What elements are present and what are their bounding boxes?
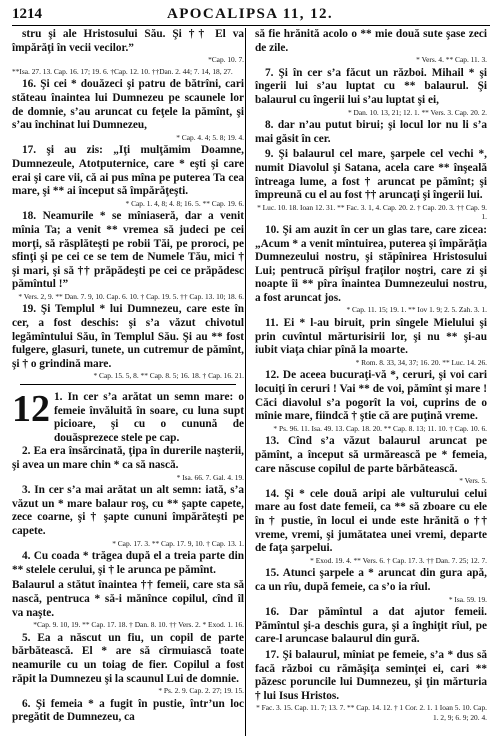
verse	[255, 369, 487, 433]
verse-text: 17. Şi balaurul, mîniat pe femeie, s’a * dus să facă război cu rămăşiţa seminţei ei, cari ** păzesc poruncile lui Dumnezeu, şi ţin mărturia † lui Isus Hristos.	[255, 648, 487, 702]
header-rule	[12, 25, 490, 26]
cross-reference-note: *Cap. 10. 7.	[208, 55, 244, 65]
cross-reference-note: **Isa. 27. 13. Cap. 16. 17; 19. 6. †Cap. 12. 10. ††Dan. 2. 44; 7. 14, 18, 27.	[12, 66, 233, 76]
verse-text: 4. Cu coada * trăgea după el a treia parte din ** stelele cerului, şi † le arunca pe pămînt.	[12, 550, 244, 576]
verse-text: 19. Şi Templul * lui Dumnezeu, care este în cer, a fost deschis: şi s’a văzut chivotul legămîntului Său, în Templul Său. Şi au ** fost fulgere, glasuri, tunete, un cutremur de pămînt, şi † o grindină mare.	[12, 303, 244, 370]
left-column	[12, 28, 244, 727]
verse	[255, 67, 487, 117]
verse-text: 12. De aceea bucuraţi-vă *, ceruri, şi voi cari locuiţi în ceruri ! Vai ** de voi, pămînt şi mare ! Căci diavolul s’a pogorît la voi, cuprins de o mînie mare, fiindcă † ştie că are puţină vreme.	[255, 369, 487, 423]
cross-reference-note: * Dan. 10. 13, 21; 12. 1. ** Vers. 3. Cap. 20. 2.	[347, 107, 487, 117]
cross-reference-note: * Ps. 2. 9. Cap. 2. 27; 19. 15.	[158, 686, 244, 696]
verse-text: 11. Ei * l-au biruit, prin sîngele Mielului şi prin cuvîntul mărturisirii lor, şi nu ** şi-au iubit viaţa chiar pînă la moarte.	[255, 317, 487, 357]
chapter-start	[12, 388, 244, 445]
verse-text: 7. Şi în cer s’a făcut un război. Mihail * şi îngerii lui s’au luptat cu ** balaurul. Şi balaurul cu îngerii lui s’au luptat şi ei,	[255, 66, 487, 106]
verse	[255, 148, 487, 222]
page-header	[0, 0, 500, 24]
verse-text: 17. şi au zis: „Iţi mulţămim Doamne, Dumnezeule, Atotputernice, care * eşti şi care erai şi care vii, că ai pus mîna pe puterea Ta cea mare, şi ** ai început să împărăţeşti.	[12, 144, 244, 198]
verse	[12, 550, 244, 577]
verse-text: 5. Ea a născut un fiu, un copil de parte bărbătească. El * are să cîrmuiască toate neamurile cu un toiag de fier. Copilul a fost răpit la Dumnezeu şi la scaunul Lui de domnie.	[12, 631, 244, 685]
verse	[12, 210, 244, 301]
verse	[255, 488, 487, 566]
verse-text: 6. Şi femeia * a fugit în pustie, într’un loc pregătit de Dumnezeu, ca	[12, 697, 244, 724]
verse	[255, 567, 487, 604]
cross-reference-note: * Cap. 4. 4; 5. 8; 19. 4.	[176, 132, 244, 142]
cross-reference-note: * Fac. 3. 15. Cap. 11. 7; 13. 7. ** Cap. 14. 12. † 1 Cor. 2. 1. 1 Ioan 5. 10. Cap. 1. 2, 9; 6. 9; 20. 4.	[256, 703, 487, 722]
verse-text: 3. In cer s’a mai arătat un alt semn: iată, s’a văzut un * mare balaur roş, cu ** şapte capete, zece coarne, şi † şapte cununi împărăteşti pe capete.	[12, 484, 244, 537]
verse-text: 16. Şi cei * douăzeci şi patru de bătrîni, cari stăteau înaintea lui Dumnezeu pe scaunele lor de domnie, s’au aruncat cu feţele la pămînt, şi s’au închinat lui Dumnezeu,	[12, 78, 244, 132]
verse-text: stru şi ale Hristosului Său. Şi †† El va împărăţi în vecii vecilor.”	[12, 28, 244, 54]
verse-text: 13. Cînd s’a văzut balaurul aruncat pe pămînt, a început să urmărească pe * femeia, care născuse copilul de parte bărbătească.	[255, 435, 487, 475]
verse	[255, 119, 487, 146]
verse	[12, 579, 244, 629]
verse	[255, 28, 487, 65]
cross-reference-note: * Exod. 19. 4. ** Vers. 6. † Cap. 17. 3. †† Dan. 7. 25; 12. 7.	[310, 555, 487, 565]
verse	[12, 144, 244, 208]
cross-reference-note: * Cap. 15. 5, 8. ** Cap. 8. 5; 16. 18. † Cap. 16. 21.	[93, 371, 244, 381]
chapter-number: 12	[12, 388, 50, 431]
verse-text: să fie hrănită acolo o ** mie două sute şase zeci de zile.	[255, 28, 487, 54]
verse	[255, 606, 487, 647]
column-divider	[245, 28, 246, 736]
verse	[12, 67, 244, 77]
cross-reference-note: * Cap. 11. 15; 19. 1. ** Iov 1. 9; 2. 5. Zah. 3. 1.	[346, 305, 487, 315]
verse-text: 15. Atunci şarpele a * aruncat din gura apă, ca un rîu, după femeie, ca s’o ia rîul.	[255, 567, 487, 593]
verse	[255, 317, 487, 367]
page-number: 1214	[12, 6, 42, 22]
verse	[12, 303, 244, 381]
verse	[12, 698, 244, 725]
verse	[12, 632, 244, 696]
verse-text: 1. In cer s’a arătat un semn mare: o femeie învăluită în soare, cu luna supt picioare, şi cu o cunună de douăsprezece stele pe cap.	[54, 391, 244, 444]
cross-reference-note: * Rom. 8. 33, 34, 37; 16. 20. ** Luc. 14. 26.	[355, 357, 487, 367]
cross-reference-note: * Vers. 5.	[459, 476, 487, 486]
verse	[12, 28, 244, 65]
verse-text: 8. dar n’au putut birui; şi locul lor nu li s’a mai găsit în cer.	[255, 119, 487, 145]
cross-reference-note: *Cap. 9. 10, 19. ** Cap. 17. 18. † Dan. 8. 10. †† Vers. 2. * Exod. 1. 16.	[33, 620, 244, 630]
verse-text: 18. Neamurile * se mîniaseră, dar a venit mînia Ta; a venit ** vremea să judeci pe cei morţi, să răsplăteşti pe robii Tăi, pe proroci, pe sfinţi şi pe cei ce se tem de Numele Tău, mici † şi mari, şi să †† prăpădeşti pe cei ce prăpădesc pămîntul !”	[12, 210, 244, 291]
verse-text: 2. Ea era însărcinată, ţipa în durerile naşterii, şi avea un mare chin * ca să nască.	[12, 445, 244, 471]
chapter-separator	[20, 384, 236, 385]
cross-reference-note: * Isa. 66. 7. Gal. 4. 19.	[176, 472, 244, 482]
verse	[255, 224, 487, 315]
verse	[12, 484, 244, 548]
verse-text: Balaurul a stătut înaintea †† femeii, care sta să nască, pentruca * să-i mănînce copilul, cînd îl va naşte.	[12, 579, 244, 619]
verse	[12, 445, 244, 482]
running-title: APOCALIPSA 11, 12.	[166, 6, 334, 22]
cross-reference-note: * Cap. 17. 3. ** Cap. 17. 9, 10. † Cap. 13. 1.	[112, 538, 244, 548]
cross-reference-note: * Isa. 59. 19.	[448, 594, 487, 604]
cross-reference-note: * Vers. 2, 9. ** Dan. 7. 9, 10. Cap. 6. 10. † Cap. 19. 5. †† Cap. 13. 10; 18. 6.	[18, 291, 244, 301]
verse-text: 10. Şi am auzit în cer un glas tare, care zicea: „Acum * a venit mîntuirea, puterea şi împărăţia Dumnezeului nostru, şi stăpînirea Hristosului Lui; pentrucă pîrîşul fraţilor noştri, care zi şi noapte îi ** pîra înaintea Dumnezeului nostru, a fost aruncat jos.	[255, 223, 487, 304]
right-column	[255, 28, 487, 724]
cross-reference-note: * Cap. 1. 4, 8; 4. 8; 16. 5. ** Cap. 19. 6.	[125, 198, 244, 208]
verse	[255, 435, 487, 485]
verse-text: 14. Şi * cele două aripi ale vulturului celui mare au fost date femeii, ca ** să zboare cu ele în † pustie, în locul ei unde este hrănită o †† vreme, vremi, şi jumătatea unei vremi, departe de faţa şarpelui.	[255, 487, 487, 555]
verse-text: 16. Dar pămîntul a dat ajutor femeii. Pămîntul şi-a deschis gura, şi a înghiţit rîul, pe care-l aruncase balaurul din gură.	[255, 606, 487, 646]
cross-reference-note: * Ps. 96. 11. Isa. 49. 13. Cap. 18. 20. ** Cap. 8. 13; 11. 10. † Cap. 10. 6.	[273, 423, 487, 433]
cross-reference-note: * Vers. 4. ** Cap. 11. 3.	[416, 55, 487, 65]
verse	[12, 78, 244, 142]
verse	[255, 649, 487, 723]
verse-text: 9. Şi balaurul cel mare, şarpele cel vechi *, numit Diavolul şi Satana, acela care ** înşeală întreaga lume, a fost † aruncat pe pămînt; şi împreună cu el au fost †† aruncaţi şi îngerii lui.	[255, 148, 487, 202]
cross-reference-note: * Luc. 10. 18. Ioan 12. 31. ** Fac. 3. 1, 4. Cap. 20. 2. † Cap. 20. 3. †† Cap. 9. 1.	[257, 202, 487, 222]
